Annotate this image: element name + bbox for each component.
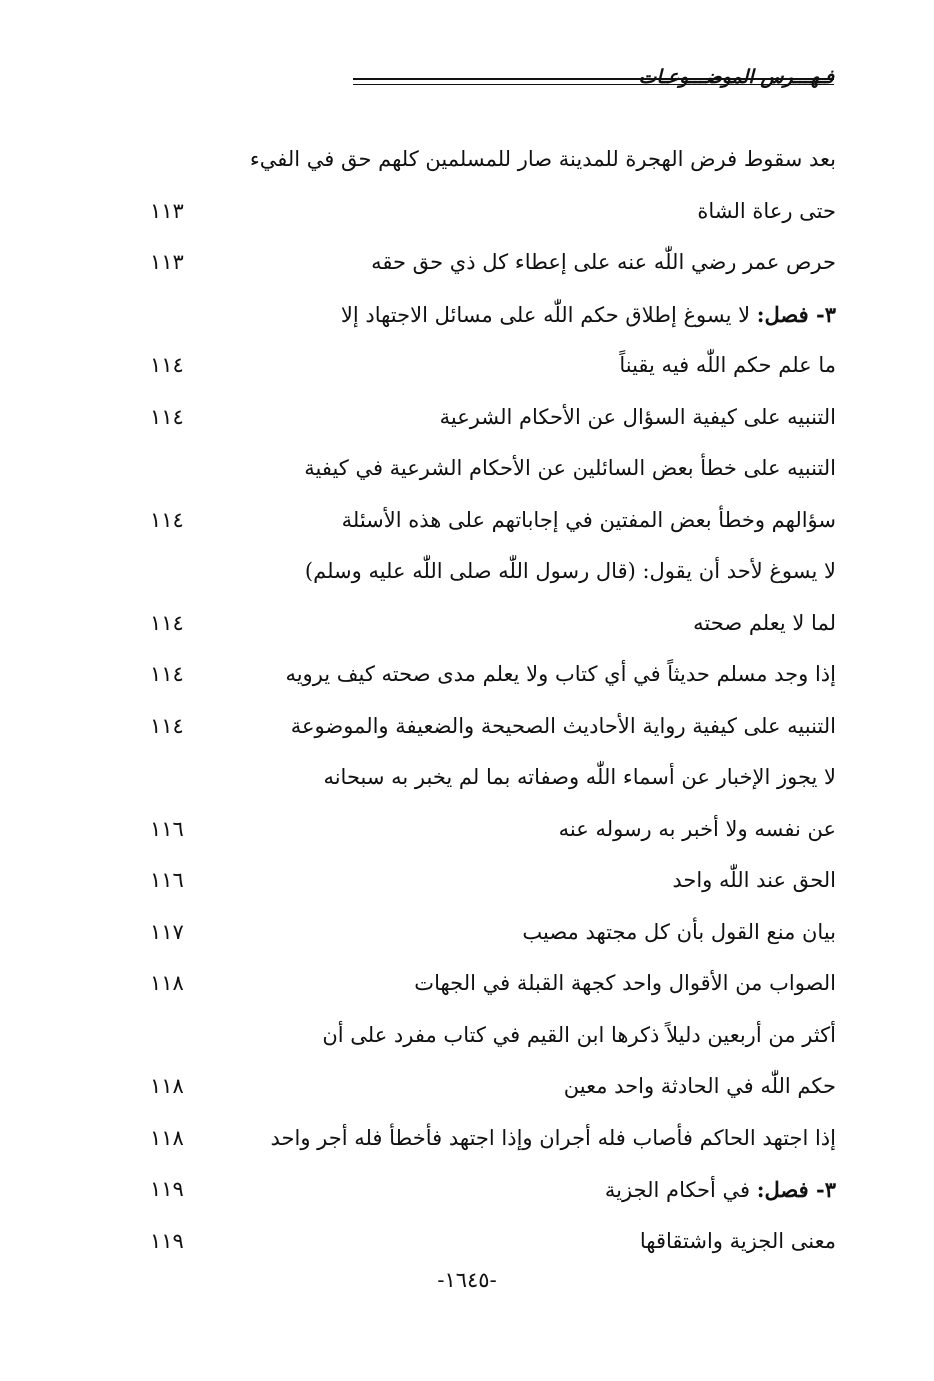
index-entry xyxy=(150,392,836,444)
index-entry xyxy=(150,134,836,186)
entry-title: حرص عمر رضي اللّٰه عنه على إعطاء كل ذي حق حقه xyxy=(371,250,836,274)
header-rule xyxy=(353,78,834,80)
entry-title: حتى رعاة الشاة xyxy=(697,198,836,223)
entry-title: إذا اجتهد الحاكم فأصاب فله أجران وإذا اجتهد فأخطأ فله أجر واحد xyxy=(270,1125,836,1150)
section-label: ٣- فصل: xyxy=(756,301,836,327)
entry-text xyxy=(640,1216,836,1268)
entry-title: إذا وجد مسلم حديثاً في أي كتاب ولا يعلم مدى صحته كيف يرويه xyxy=(285,662,836,686)
index-entry xyxy=(150,186,836,238)
index-entry xyxy=(150,1010,836,1062)
entry-page-number: ١١٣ xyxy=(150,198,184,223)
entry-page-number: ١١٨ xyxy=(150,1074,184,1098)
header-rule-thin xyxy=(353,84,834,85)
entry-text xyxy=(440,392,836,444)
entry-text xyxy=(250,134,836,186)
entry-page-number: ١١٨ xyxy=(150,1125,184,1150)
index-entry xyxy=(150,752,836,804)
entry-text xyxy=(559,804,836,856)
entry-text xyxy=(342,495,836,547)
index-entry xyxy=(150,289,836,341)
index-entry xyxy=(150,855,836,907)
entry-title: التنبيه على خطأ بعض السائلين عن الأحكام الشرعية في كيفية xyxy=(304,456,836,480)
index-entry xyxy=(150,649,836,701)
entry-text xyxy=(605,1164,836,1217)
entry-title: التنبيه على كيفية رواية الأحاديث الصحيحة والضعيفة والموضوعة xyxy=(290,713,836,738)
entry-title: بعد سقوط فرض الهجرة للمدينة صار للمسلمين كلهم حق في الفيء xyxy=(249,147,836,171)
entry-text xyxy=(414,958,836,1010)
entry-text xyxy=(304,443,836,495)
entry-text xyxy=(285,649,836,701)
index-entry xyxy=(150,701,836,753)
entry-text xyxy=(323,752,836,804)
entry-title: في أحكام الجزية xyxy=(604,1178,751,1202)
index-entry xyxy=(150,1113,836,1165)
entry-title: التنبيه على كيفية السؤال عن الأحكام الشرعية xyxy=(439,404,836,429)
index-entry xyxy=(150,907,836,959)
entry-page-number: ١١٣ xyxy=(150,250,184,274)
index-entry xyxy=(150,1216,836,1268)
entry-title: الصواب من الأقوال واحد كجهة القبلة في الجهات xyxy=(414,971,836,995)
index-entry xyxy=(150,1061,836,1113)
entry-text xyxy=(305,546,836,598)
header-title: فـهـــرس الموضـــوعـات xyxy=(638,66,834,88)
entry-page-number: ١١٧ xyxy=(150,919,184,944)
index-entry xyxy=(150,443,836,495)
index-entry xyxy=(150,340,836,392)
entry-text xyxy=(291,701,836,753)
entry-text xyxy=(672,855,836,907)
entry-page-number: ١١٤ xyxy=(150,713,184,738)
entry-text xyxy=(697,186,836,238)
entry-page-number: ١١٤ xyxy=(150,610,184,635)
entry-page-number: ١١٩ xyxy=(150,1177,184,1201)
entry-text xyxy=(270,1113,836,1165)
entry-text xyxy=(522,907,836,959)
index-entries-list xyxy=(150,134,836,1267)
index-entry xyxy=(150,237,836,289)
page-number: -١٦٤٥- xyxy=(437,1268,497,1292)
entry-text xyxy=(341,289,836,342)
running-header xyxy=(128,62,834,98)
index-entry xyxy=(150,958,836,1010)
entry-page-number: ١١٦ xyxy=(150,816,184,841)
entry-title: معنى الجزية واشتقاقها xyxy=(639,1228,836,1253)
entry-title: لا يسوغ إطلاق حكم اللّٰه على مسائل الاجتهاد إلا xyxy=(340,302,751,327)
index-entry xyxy=(150,804,836,856)
entry-title: أكثر من أربعين دليلاً ذكرها ابن القيم في كتاب مفرد على أن xyxy=(322,1022,836,1047)
entry-page-number: ١١٦ xyxy=(150,868,184,892)
entry-page-number: ١١٤ xyxy=(150,404,184,429)
entry-title: ما علم حكم اللّٰه فيه يقيناً xyxy=(619,353,836,377)
entry-title: لا يجوز الإخبار عن أسماء اللّٰه وصفاته بما لم يخبر به سبحانه xyxy=(323,765,836,789)
index-entry xyxy=(150,495,836,547)
entry-text xyxy=(564,1061,836,1113)
entry-title: عن نفسه ولا أخبر به رسوله عنه xyxy=(558,816,836,841)
entry-title: بيان منع القول بأن كل مجتهد مصيب xyxy=(522,919,836,944)
entry-page-number: ١١٤ xyxy=(150,507,184,532)
entry-title: لا يسوغ لأحد أن يقول: (قال رسول اللّٰه صلى اللّٰه عليه وسلم) xyxy=(304,559,836,583)
entry-text xyxy=(322,1010,836,1062)
index-entry xyxy=(150,1164,836,1216)
index-entry xyxy=(150,546,836,598)
section-label: ٣- فصل: xyxy=(756,1177,836,1202)
entry-text xyxy=(693,598,836,650)
entry-page-number: ١١٩ xyxy=(150,1228,184,1253)
entry-text xyxy=(371,237,836,289)
entry-page-number: ١١٤ xyxy=(150,353,184,377)
entry-page-number: ١١٨ xyxy=(150,971,184,995)
entry-title: سؤالهم وخطأ بعض المفتين في إجاباتهم على هذه الأسئلة xyxy=(341,507,836,532)
entry-page-number: ١١٤ xyxy=(150,662,184,686)
index-entry xyxy=(150,598,836,650)
entry-title: الحق عند اللّٰه واحد xyxy=(672,868,836,892)
entry-title: حكم اللّٰه في الحادثة واحد معين xyxy=(563,1074,836,1098)
entry-title: لما لا يعلم صحته xyxy=(693,610,836,635)
entry-text xyxy=(619,340,836,392)
